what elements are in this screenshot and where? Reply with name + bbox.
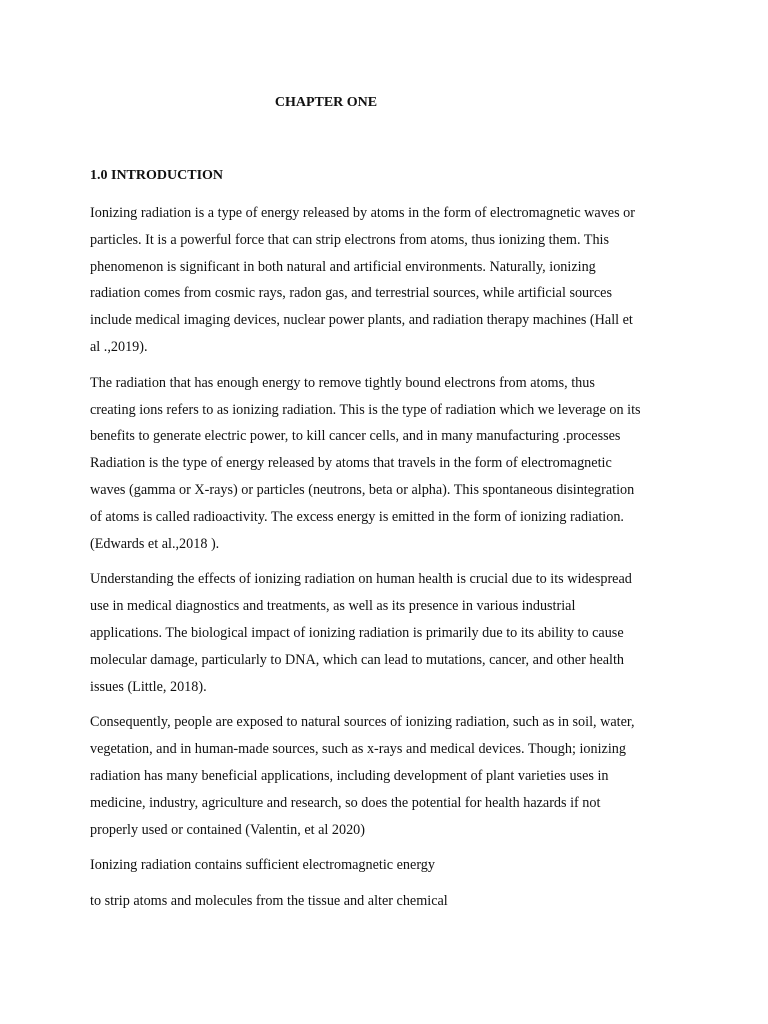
text-line: properly used or contained (Valentin, et al 2020) <box>90 821 365 838</box>
text-line: to strip atoms and molecules from the tissue and alter chemical <box>90 893 448 910</box>
paragraph <box>90 709 680 843</box>
text-line: vegetation, and in human-made sources, such as x-rays and medical devices. Though; ionizing <box>90 741 626 758</box>
chapter-title: CHAPTER ONE <box>274 95 378 110</box>
text-line: Understanding the effects of ionizing radiation on human health is crucial due to its widespread <box>90 571 632 588</box>
paragraph <box>90 888 680 915</box>
text-line: of atoms is called radioactivity. The excess energy is emitted in the form of ionizing radiation. <box>90 508 624 525</box>
paragraph <box>90 566 680 700</box>
paragraph <box>90 370 680 558</box>
text-line: radiation comes from cosmic rays, radon gas, and terrestrial sources, while artificial sources <box>90 285 612 302</box>
paragraph <box>90 200 680 361</box>
text-line: medicine, industry, agriculture and research, so does the potential for health hazards if not <box>90 794 601 811</box>
text-line: use in medical diagnostics and treatments, as well as its presence in various industrial <box>90 598 576 615</box>
text-line: creating ions refers to as ionizing radiation. This is the type of radiation which we leverage on its <box>90 401 641 418</box>
body-text <box>90 200 680 924</box>
text-line: Consequently, people are exposed to natural sources of ionizing radiation, such as in soil, water, <box>90 714 635 731</box>
text-line: issues (Little, 2018). <box>90 678 207 695</box>
text-line: phenomenon is significant in both natural and artificial environments. Naturally, ionizing <box>90 258 596 275</box>
text-line: molecular damage, particularly to DNA, which can lead to mutations, cancer, and other health <box>90 651 625 668</box>
text-line: Ionizing radiation is a type of energy released by atoms in the form of electromagnetic waves or <box>90 205 635 221</box>
paragraph <box>90 852 680 879</box>
text-line: Radiation is the type of energy released by atoms that travels in the form of electromagnetic <box>90 455 612 472</box>
section-heading: 1.0 INTRODUCTION <box>90 168 224 183</box>
text-line: waves (gamma or X-rays) or particles (neutrons, beta or alpha). This spontaneous disintegration <box>90 481 635 498</box>
text-line: radiation has many beneficial applications, including development of plant varieties uses in <box>90 767 609 784</box>
text-line: particles. It is a powerful force that can strip electrons from atoms, thus ionizing them. This <box>90 231 610 248</box>
text-line: al .,2019). <box>90 338 148 355</box>
text-line: The radiation that has enough energy to remove tightly bound electrons from atoms, thus <box>90 374 595 391</box>
text-line: benefits to generate electric power, to kill cancer cells, and in many manufacturing .processes <box>90 428 621 445</box>
text-line: include medical imaging devices, nuclear power plants, and radiation therapy machines (Hall et <box>90 312 633 329</box>
text-line: Ionizing radiation contains sufficient electromagnetic energy <box>90 857 435 874</box>
text-line: (Edwards et al.,2018 ). <box>90 535 220 552</box>
text-line: applications. The biological impact of ionizing radiation is primarily due to its ability to cause <box>90 624 624 641</box>
